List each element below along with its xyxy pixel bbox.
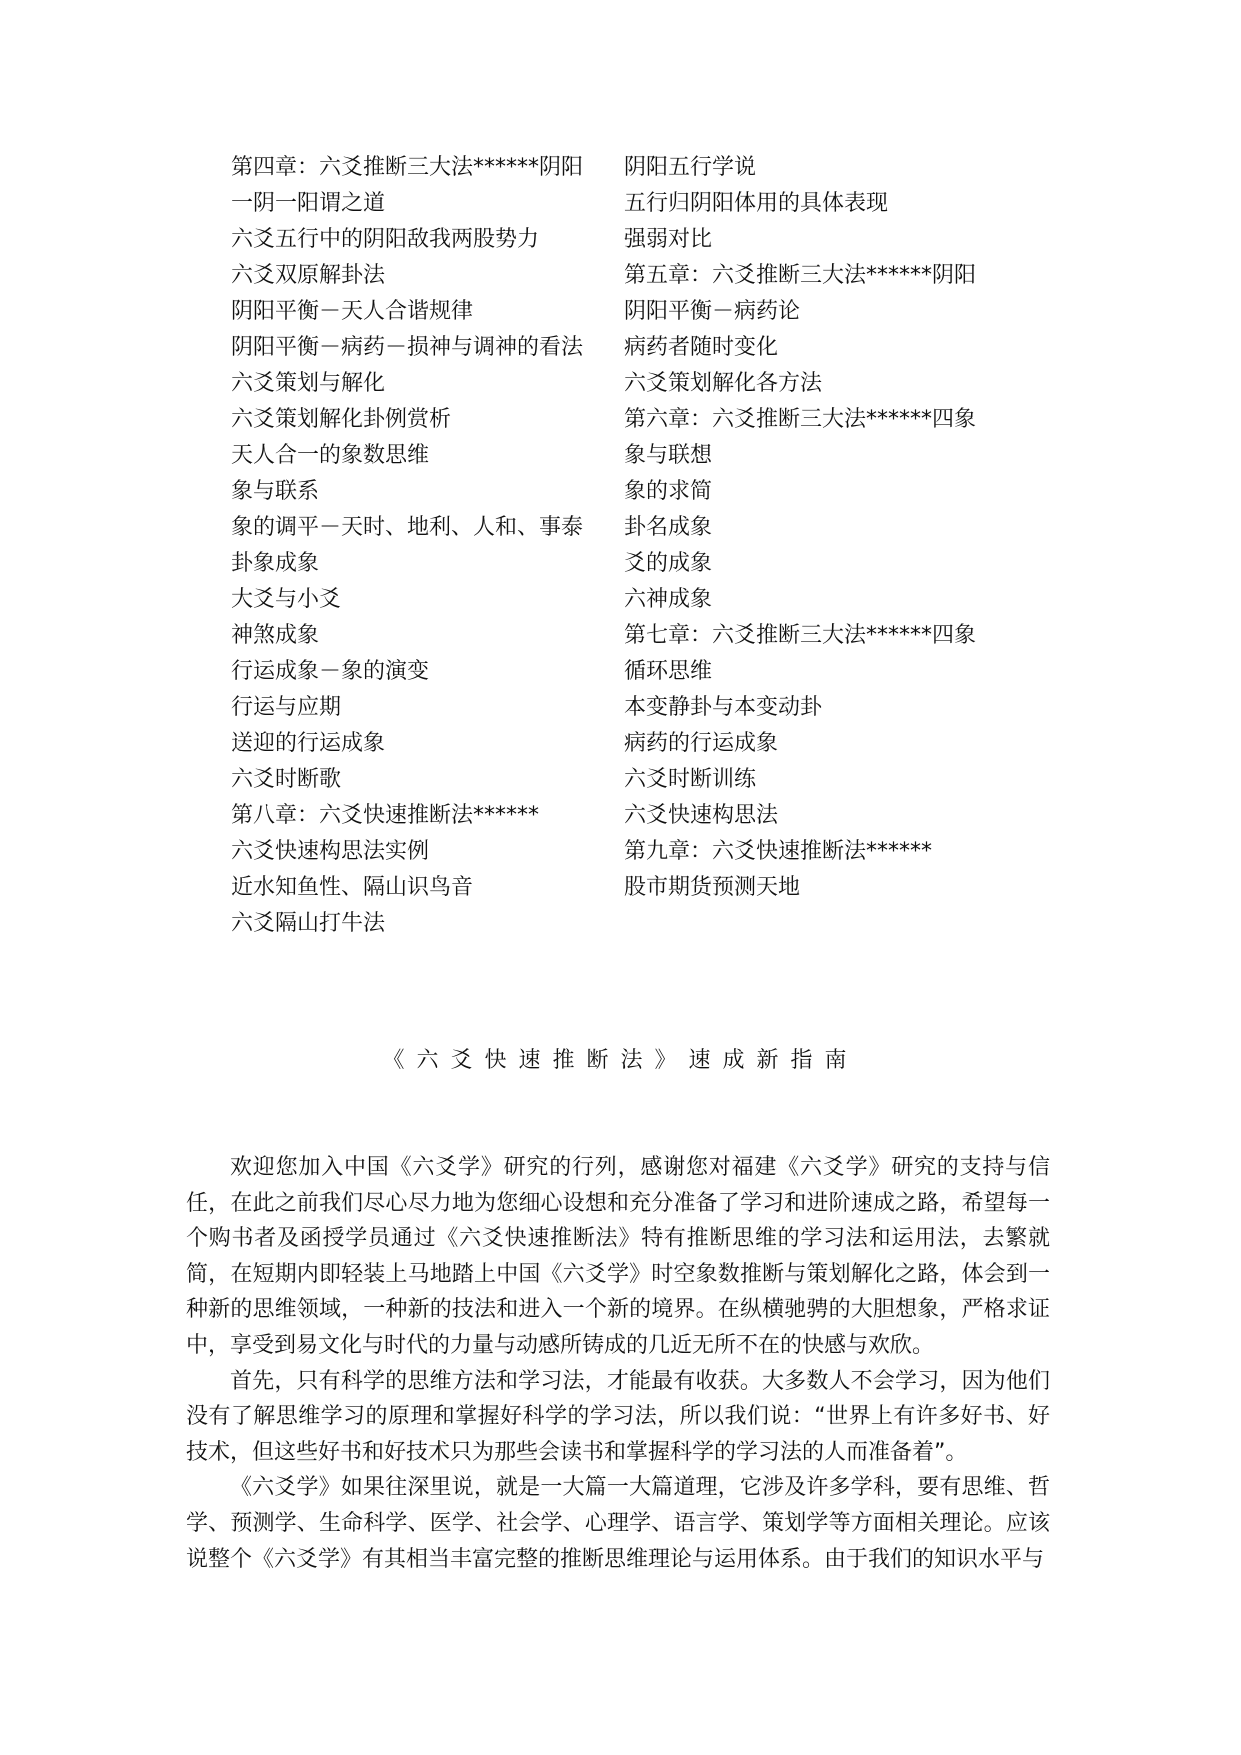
toc-item: 六爻五行中的阴阳敌我两股势力: [231, 227, 540, 252]
toc-item: 卦象成象: [231, 551, 320, 576]
toc-item: 六爻快速构思法: [624, 803, 779, 828]
toc-item: 六爻隔山打牛法: [231, 911, 386, 936]
toc-item: 循环思维: [624, 659, 713, 684]
paragraph: 《六爻学》如果往深里说，就是一大篇一大篇道理，它涉及许多学科，要有思维、哲学、预测学、生命科学、医学、社会学、心理学、语言学、策划学等方面相关理论。应该说整个《六爻学》有其相当丰富完整的推断思维理论与运用体系。由于我们的知识水平与: [186, 1475, 1050, 1572]
toc-item: 神煞成象: [231, 623, 320, 648]
toc-item: 阴阳五行学说: [624, 155, 757, 180]
toc-item: 六爻策划与解化: [231, 371, 386, 396]
toc-item: 六爻双原解卦法: [231, 263, 386, 288]
paragraph: 欢迎您加入中国《六爻学》研究的行列，感谢您对福建《六爻学》研究的支持与信任，在此之前我们尽心尽力地为您细心设想和充分准备了学习和进阶速成之路，希望每一个购书者及函授学员通过《六爻快速推断法》特有推断思维的学习法和运用法，去繁就简，在短期内即轻装上马地踏上中国《六爻学》时空象数推断与策划解化之路，体会到一种新的思维领域，一种新的技法和进入一个新的境界。在纵横驰骋的大胆想象，严格求证中，享受到易文化与时代的力量与动感所铸成的几近无所不在的快感与欢欣。: [186, 1155, 1050, 1358]
toc-item: 六爻时断歌: [231, 767, 342, 792]
toc-item: 本变静卦与本变动卦: [624, 695, 823, 720]
toc-left-column: [231, 150, 601, 942]
section-title: 《六爻快速推断法》速成新指南: [382, 1048, 859, 1073]
paragraph: 首先，只有科学的思维方法和学习法，才能最有收获。大多数人不会学习，因为他们没有了解思维学习的原理和掌握好科学的学习法，所以我们说：“世界上有许多好书、好技术，但这些好书和好技术只为那些会读书和掌握科学的学习法的人而准备着”。: [186, 1368, 1050, 1465]
toc-item: 六爻策划解化各方法: [624, 371, 823, 396]
toc-item: 第七章：六爻推断三大法******四象: [624, 623, 977, 648]
toc-item: 六爻快速构思法实例: [231, 839, 430, 864]
toc-item: 六神成象: [624, 587, 713, 612]
toc-item: 象的求简: [624, 479, 713, 504]
toc-item: 六爻时断训练: [624, 767, 757, 792]
toc-item: 阴阳平衡－病药论: [624, 299, 801, 324]
toc-item: 阴阳平衡－天人合谐规律: [231, 299, 474, 324]
toc-item: 病药的行运成象: [624, 731, 779, 756]
toc-item: 股市期货预测天地: [624, 875, 801, 900]
toc-item: 强弱对比: [624, 227, 713, 252]
toc-item: 第九章：六爻快速推断法******: [624, 839, 933, 864]
toc-item: 一阴一阳谓之道: [231, 191, 386, 216]
toc-item: 天人合一的象数思维: [231, 443, 430, 468]
toc-item: 卦名成象: [624, 515, 713, 540]
toc-item: 阴阳平衡－病药－损神与调神的看法: [231, 335, 584, 360]
toc-item: 第四章：六爻推断三大法******阴阳: [231, 155, 584, 180]
toc-item: 五行归阴阳体用的具体表现: [624, 191, 889, 216]
toc-item: 近水知鱼性、隔山识鸟音: [231, 875, 474, 900]
toc-item: 象与联系: [231, 479, 320, 504]
toc-item: 第五章：六爻推断三大法******阴阳: [624, 263, 977, 288]
toc-item: 象与联想: [624, 443, 713, 468]
toc-item: 大爻与小爻: [231, 587, 342, 612]
toc-item: 象的调平－天时、地利、人和、事泰: [231, 515, 584, 540]
toc-item: 第八章：六爻快速推断法******: [231, 803, 540, 828]
toc-item: 送迎的行运成象: [231, 731, 386, 756]
toc-item: 第六章：六爻推断三大法******四象: [624, 407, 977, 432]
toc-right-column: [624, 150, 1024, 906]
toc-item: 病药者随时变化: [624, 335, 779, 360]
toc-item: 行运成象－象的演变: [231, 659, 430, 684]
toc-item: 六爻策划解化卦例赏析: [231, 407, 452, 432]
toc-item: 行运与应期: [231, 695, 342, 720]
toc-item: 爻的成象: [624, 551, 713, 576]
body-text: [186, 1150, 1050, 1577]
